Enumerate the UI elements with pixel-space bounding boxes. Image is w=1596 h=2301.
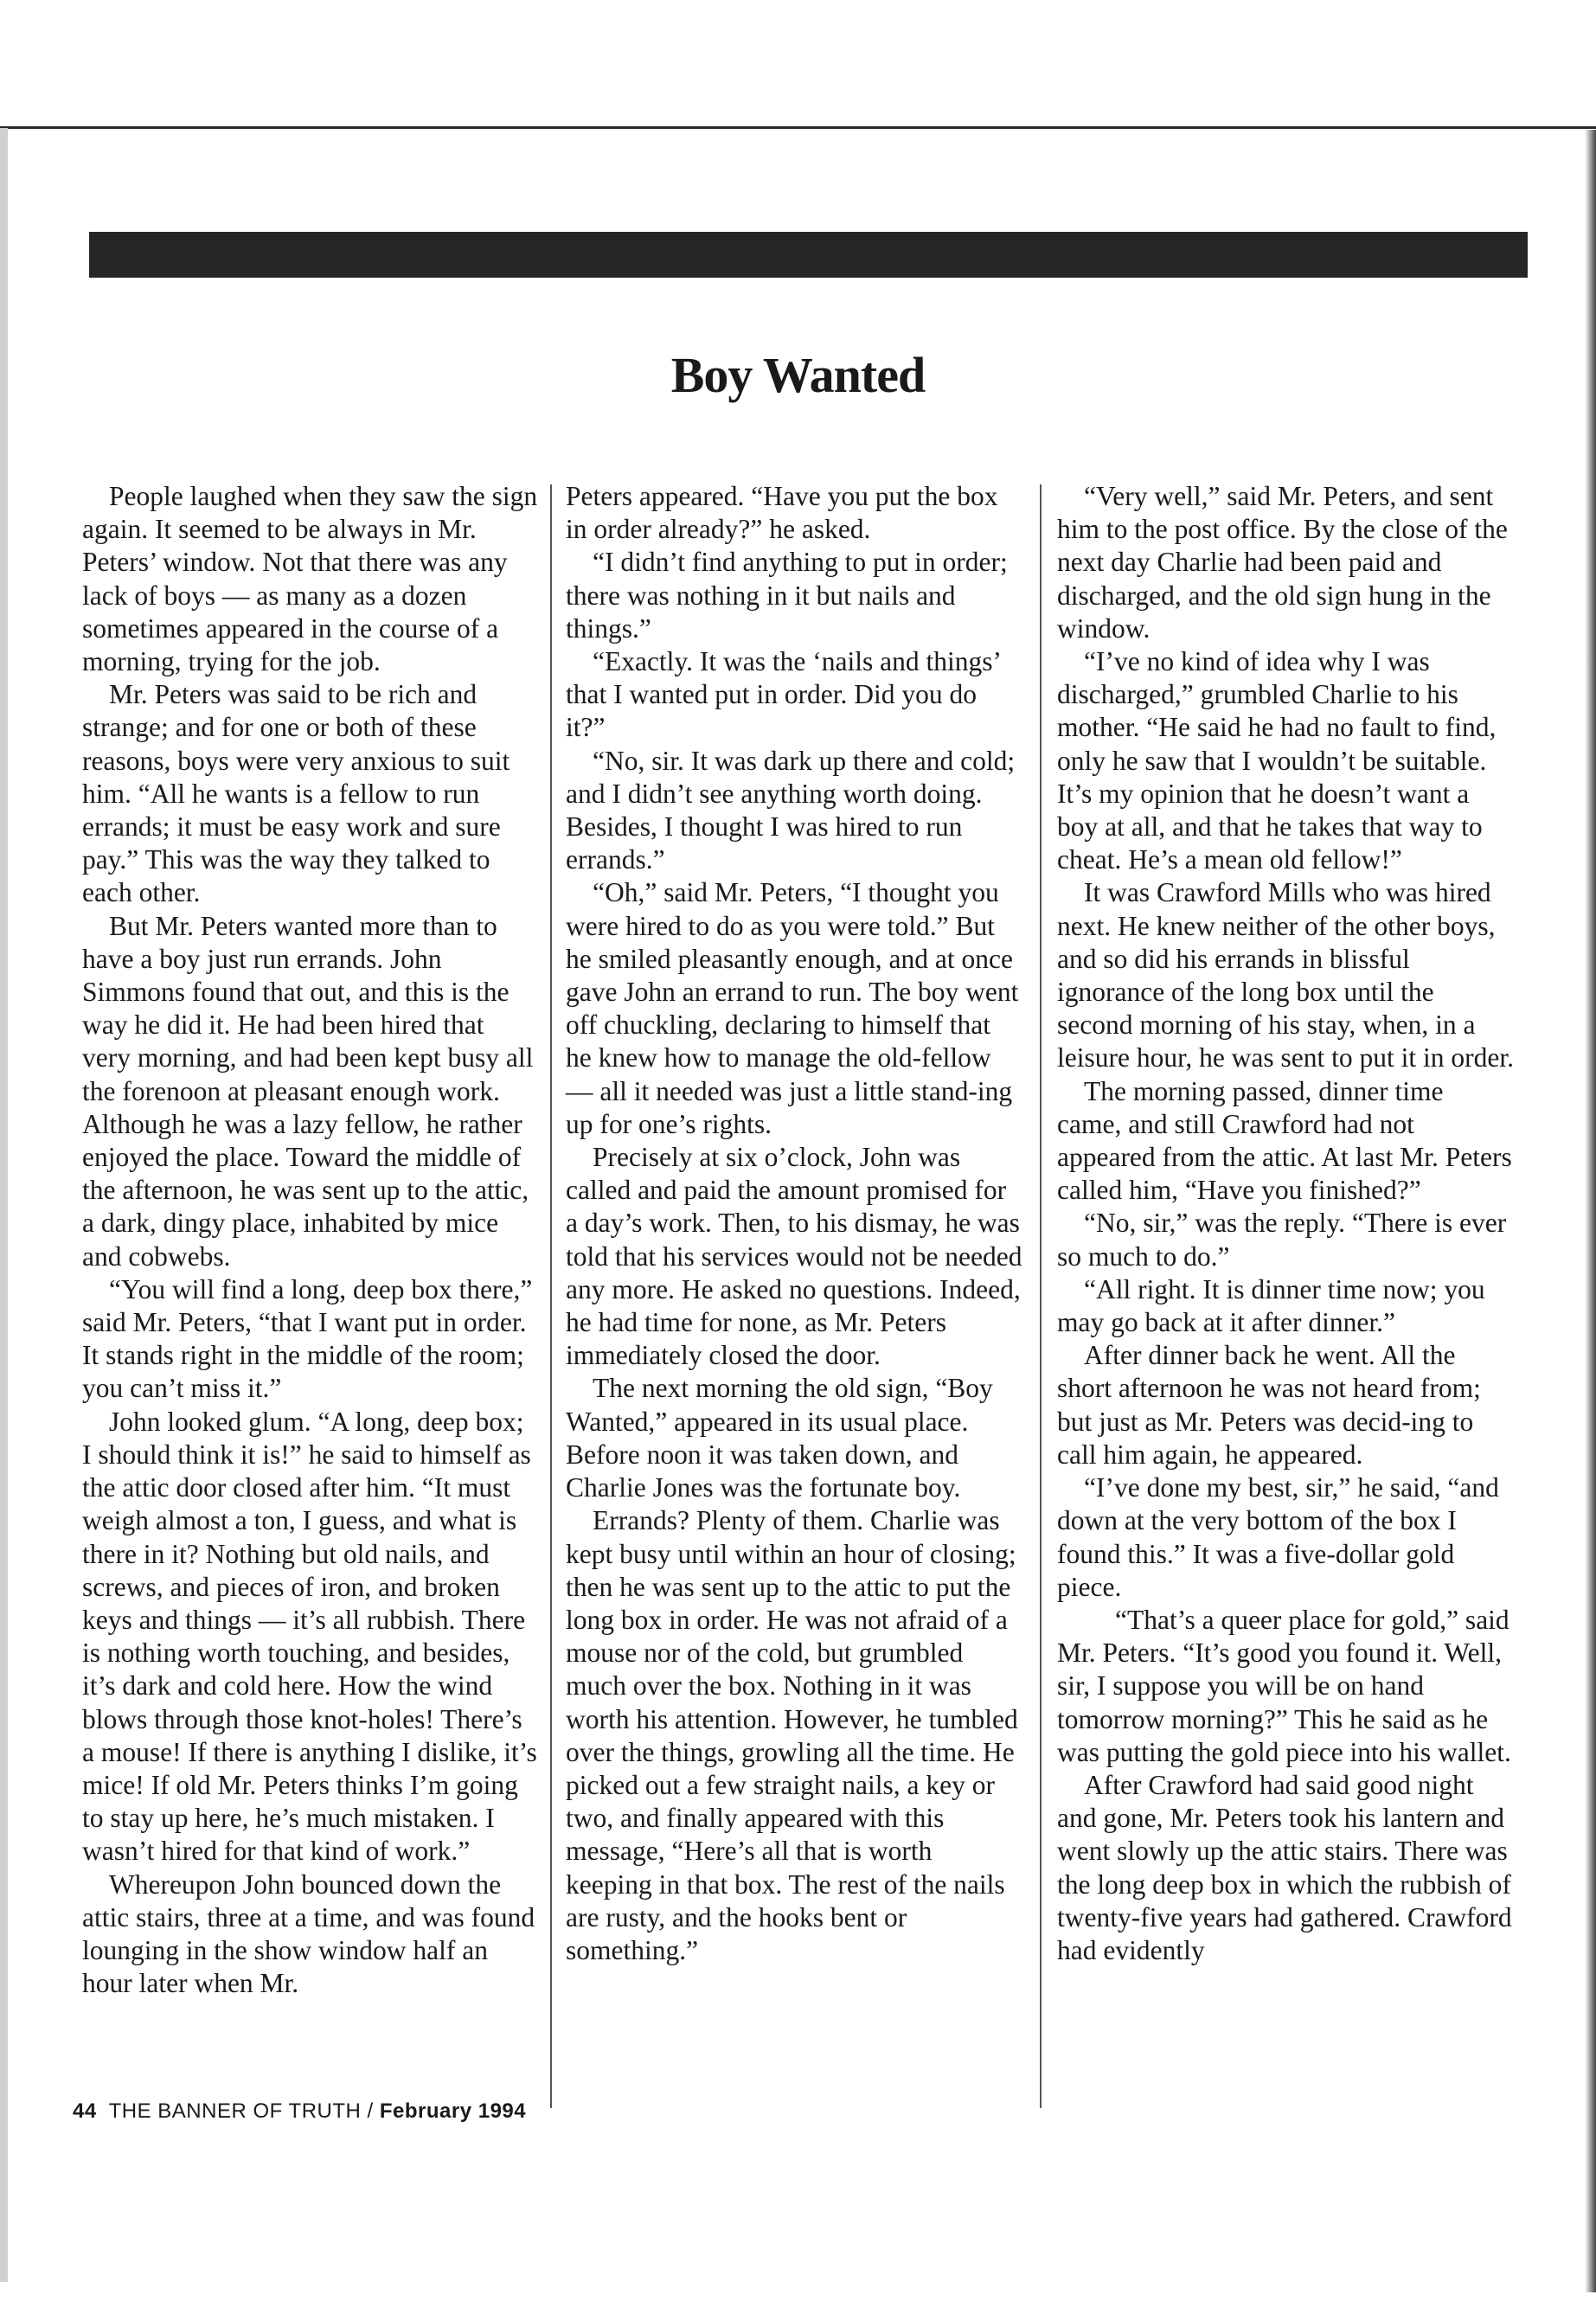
page-number: 44 (73, 2099, 97, 2123)
paragraph: Precisely at six o’clock, John was called and paid the amount promised for a day’s work. Then, to his dismay, he was told that his services would not be needed any more. He asked no questions. Indeed, he had time for none, as Mr. Peters immediately closed the door. (566, 1142, 1022, 1371)
scan-edge-top (0, 126, 1596, 129)
text-column-1 (82, 480, 539, 2000)
paragraph: “You will find a long, deep box there,” said Mr. Peters, “that I want put in order. It stands right in the middle of the room; you can’t miss it.” (82, 1273, 533, 1404)
paragraph: “That’s a queer place for gold,” said Mr. Peters. “It’s good you found it. Well, sir, I suppose you will be on hand tomorrow morning?” This he said as he was putting the gold piece into his wallet. (1057, 1604, 1511, 1767)
paragraph: Whereupon John bounced down the attic stairs, three at a time, and was found lounging in the show window half an hour later when Mr. (82, 1868, 535, 1999)
paragraph: But Mr. Peters wanted more than to have a boy just run errands. John Simmons found that out, and this is the way he did it. He had been hired that very morning, and had been kept busy all the forenoon at pleasant enough work. Although he was a lazy fellow, he rather enjoyed the place. Toward the middle of the afternoon, he was sent up to the attic, a dark, dingy place, inhabited by mice and cobwebs. (82, 910, 534, 1272)
text-column-2 (566, 480, 1022, 1967)
paragraph: “No, sir,” was the reply. “There is ever so much to do.” (1057, 1208, 1507, 1272)
paragraph: “Oh,” said Mr. Peters, “I thought you were hired to do as you were told.” But he smiled pleasantly enough, and at once gave John an errand to run. The boy went off chuckling, declaring to himself that he knew how to manage the old-fellow — all it needed was just a little stand-ing up for one’s rights. (566, 877, 1019, 1139)
article-title: Boy Wanted (670, 347, 926, 403)
paragraph: The next morning the old sign, “Boy Wanted,” appeared in its usual place. Before noon it was taken down, and Charlie Jones was the fortunate boy. (566, 1373, 993, 1503)
column-rule (550, 484, 552, 2108)
paragraph: “No, sir. It was dark up there and cold; and I didn’t see anything worth doing. Besides, I thought I was hired to run errands.” (566, 745, 1016, 875)
text-column-3 (1057, 480, 1514, 1967)
paragraph: After Crawford had said good night and gone, Mr. Peters took his lantern and went slowly up the attic stairs. There was the long deep box in which the rubbish of twenty-five years had gathered. Crawford had evidently (1057, 1769, 1512, 1965)
paragraph: After dinner back he went. All the short afternoon he was not heard from; but just as Mr. Peters was decid-ing to call him again, he appeared. (1057, 1340, 1481, 1470)
paragraph: It was Crawford Mills who was hired next. He knew neither of the other boys, and so did his errands in blissful ignorance of the long box until the second morning of his stay, when, in a leisure hour, he was sent to put it in order. (1057, 877, 1515, 1074)
paragraph: “Exactly. It was the ‘nails and things’ that I wanted put in order. Did you do it?” (566, 646, 1000, 743)
paragraph: People laughed when they saw the sign again. It seemed to be always in Mr. Peters’ window. Not that there was any lack of boys — as many as a dozen sometimes appeared in the course of a morning, trying for the job. (82, 481, 538, 677)
scan-edge-left (0, 128, 8, 2282)
paragraph: “Very well,” said Mr. Peters, and sent him to the post office. By the close of the next day Charlie had been paid and discharged, and the old sign hung in the window. (1057, 481, 1508, 644)
publication-name: THE BANNER OF TRUTH / (108, 2099, 380, 2123)
header-bar (89, 232, 1528, 278)
paragraph: “I’ve no kind of idea why I was discharged,” grumbled Charlie to his mother. “He said he had no fault to find, only he saw that I wouldn’t be suitable. It’s my opinion that he doesn’t want a boy at all, and that he takes that way to cheat. He’s a mean old fellow!” (1057, 646, 1497, 875)
paragraph: The morning passed, dinner time came, and still Crawford had not appeared from the attic. At last Mr. Peters called him, “Have you finished?” (1057, 1075, 1512, 1206)
paragraph: Errands? Plenty of them. Charlie was kept busy until within an hour of closing; then he was sent up to the attic to put the long box in order. He was not afraid of a mouse nor of the cold, but grumbled much over the box. Nothing in it was worth his attention. However, he tumbled over the things, growling all the time. He picked out a few straight nails, a key or two, and finally appeared with this message, “Here’s all that is worth keeping in that box. The rest of the nails are rusty, and the hooks bent or something.” (566, 1505, 1018, 1965)
paragraph: Mr. Peters was said to be rich and strange; and for one or both of these reasons, boys were very anxious to suit him. “All he wants is a fellow to run errands; it must be easy work and sure pay.” This was the way they talked to each other. (82, 679, 510, 908)
issue-date: February 1994 (379, 2099, 527, 2123)
paragraph: “I didn’t find anything to put in order; there was nothing in it but nails and things.” (566, 547, 1008, 644)
paragraph: “I’ve done my best, sir,” he said, “and down at the very bottom of the box I found this.” It was a five-dollar gold piece. (1057, 1472, 1499, 1602)
column-rule (1040, 484, 1042, 2108)
paragraph: John looked glum. “A long, deep box; I should think it is!” he said to himself as the attic door closed after him. “It must weigh almost a ton, I guess, and what is there in it? Nothing but old nails, and screws, and pieces of iron, and broken keys and things — it’s all rubbish. There is nothing worth touching, and besides, it’s dark and cold here. How the wind blows through those knot-holes! There’s a mouse! If there is anything I dislike, it’s mice! If old Mr. Peters thinks I’m going to stay up here, he’s much mistaken. I wasn’t hired for that kind of work.” (82, 1406, 537, 1867)
scan-top-margin (0, 0, 1596, 128)
paragraph: “All right. It is dinner time now; you may go back at it after dinner.” (1057, 1273, 1485, 1338)
paragraph: Peters appeared. “Have you put the box in order already?” he asked. (566, 481, 998, 545)
page-footer (73, 2099, 526, 2124)
scan-edge-right (1585, 130, 1596, 2292)
